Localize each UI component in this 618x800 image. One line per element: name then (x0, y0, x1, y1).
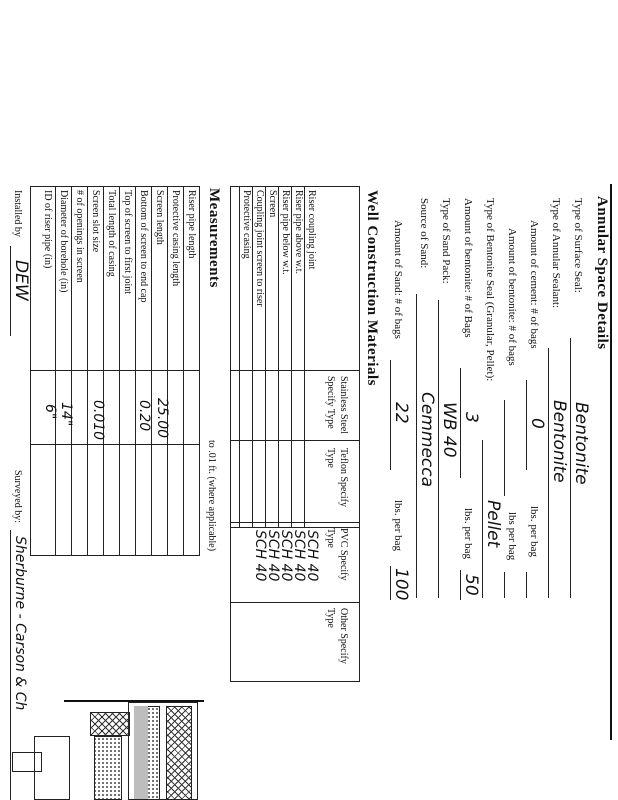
bentonite-amount-value: 3 (461, 412, 481, 423)
measurement-row-line (151, 186, 152, 556)
cement-bags-label: Amount of cement: # of bags (528, 220, 540, 349)
measurement-label: Screen length (154, 190, 165, 245)
bentonite-amount-label: Amount of bentonite: # of Bags (462, 198, 474, 338)
construction-col-divider-2 (230, 440, 360, 441)
installed-value: DEW (11, 260, 31, 301)
sand-source-value: Cemmecca (417, 392, 437, 488)
well-diagram-casing (128, 702, 198, 800)
col-teflon: Teflon Specify Type (325, 448, 349, 508)
construction-row-label: Protective casing (241, 190, 252, 259)
measurement-label: Protective casing length (170, 190, 181, 287)
measurement-label: Top of screen to first joint (122, 190, 133, 294)
measurements-heading: Measurements (206, 188, 222, 288)
bentonite-unit: lbs per bag (506, 512, 518, 561)
construction-row-label: Riser coupling joint (306, 190, 317, 270)
construction-row-label: Riser pipe above w.t. (293, 190, 304, 275)
measurement-value: 6" (42, 404, 58, 420)
surface-seal-label: Type of Surface Seal: (572, 198, 584, 293)
construction-row-line (252, 186, 253, 528)
construction-pvc-value: SCH 40 (252, 530, 268, 582)
col-pvc: PVC Specify Type (325, 528, 349, 581)
col-other: Other Specify Type (325, 608, 349, 664)
measurement-label: Screen slot size (90, 190, 101, 253)
cement-unit: lbs. per bag (528, 506, 540, 558)
measurement-label: Total length of casing (106, 190, 117, 277)
measurement-label: # of openings in screen (74, 190, 85, 283)
scan-edge-line (610, 184, 612, 740)
construction-col-divider-4 (230, 602, 360, 603)
measurement-row-line (55, 186, 56, 556)
surveyed-label: Surveyed by: (12, 470, 23, 524)
annular-sealant-value: Bentonite (549, 400, 569, 483)
construction-row-line (278, 186, 279, 528)
measurements-note: to .01 ft. (where applicable) (206, 440, 217, 552)
construction-row-line (291, 186, 292, 528)
bentonite-amount-lbs: 50 (461, 574, 481, 596)
construction-heading: Well Construction Materials (364, 190, 380, 386)
construction-row-label: Riser pipe below w.t. (280, 190, 291, 275)
annular-heading: Annular Space Details (594, 196, 610, 350)
cement-bags-value: 0 (527, 418, 547, 429)
bentonite-unit-line (504, 572, 505, 598)
measurement-row-line (103, 186, 104, 556)
construction-row-line (239, 186, 240, 528)
sand-source-label: Source of Sand: (418, 198, 430, 269)
construction-row-label: Screen (267, 190, 278, 218)
bentonite-amount-unit: lbs. per bag (462, 508, 474, 560)
construction-pvc-value: SCH 40 (304, 530, 320, 582)
well-diagram-cap (12, 752, 42, 772)
construction-pvc-value: SCH 40 (265, 530, 281, 582)
well-diagram-ground-line (64, 700, 204, 702)
construction-col-divider-1 (230, 370, 360, 371)
measurement-row-line (183, 186, 184, 556)
measurement-label: ID of riser pipe (in) (42, 190, 53, 269)
surveyed-value: Sherburne - Carson & Ch (12, 536, 28, 711)
measurement-row-line (119, 186, 120, 556)
measurement-value: 0.010 (90, 400, 106, 441)
sand-amount-unit: lbs. per bag (392, 500, 404, 552)
construction-pvc-value: SCH 40 (291, 530, 307, 582)
measurement-value: 25.00 (154, 398, 170, 439)
sand-pack-value: WB 40 (439, 402, 459, 458)
measurement-row-line (167, 186, 168, 556)
bentonite-seal-value: Pellet (483, 500, 503, 548)
annular-sealant-label: Type of Annular Sealant: (550, 198, 562, 309)
construction-row-label: Coupling joint screen to riser (254, 190, 265, 307)
surveyed-line (10, 530, 11, 800)
installed-label: Installed by (12, 190, 23, 237)
bentonite-bags-label: Amount of bentonite: # of bags (506, 228, 518, 366)
measurement-row-line (71, 186, 72, 556)
sand-amount-label: Amount of Sand: # of bags (392, 220, 404, 339)
measurement-label: Riser pipe length (186, 190, 197, 259)
surface-seal-value: Bentonite (571, 402, 591, 485)
bentonite-amount-line (460, 368, 461, 478)
bentonite-bags-line (504, 400, 505, 496)
measurement-label: Diameter of borehole (in) (58, 190, 69, 293)
measurement-value: 14" (58, 402, 74, 427)
measurement-value: 0.20 (136, 400, 152, 432)
bentonite-seal-label: Type of Bentonite Seal (Granular, Pellet): (484, 198, 496, 382)
cement-unit-line (526, 572, 527, 598)
sand-amount-value: 22 (391, 402, 411, 424)
sand-amount-lbs: 100 (391, 568, 411, 601)
sand-pack-label: Type of Sand Pack: (440, 198, 452, 284)
construction-row-line (265, 186, 266, 528)
col-stainless: Stainless Steel Specify Type (325, 376, 349, 435)
measurement-row-line (135, 186, 136, 556)
construction-pvc-value: SCH 40 (278, 530, 294, 582)
measurement-label: Bottom of screen to end cap (138, 190, 149, 303)
measurement-row-line (87, 186, 88, 556)
well-diagram-seal-top (90, 712, 130, 736)
well-diagram-filter-pack (94, 736, 122, 800)
